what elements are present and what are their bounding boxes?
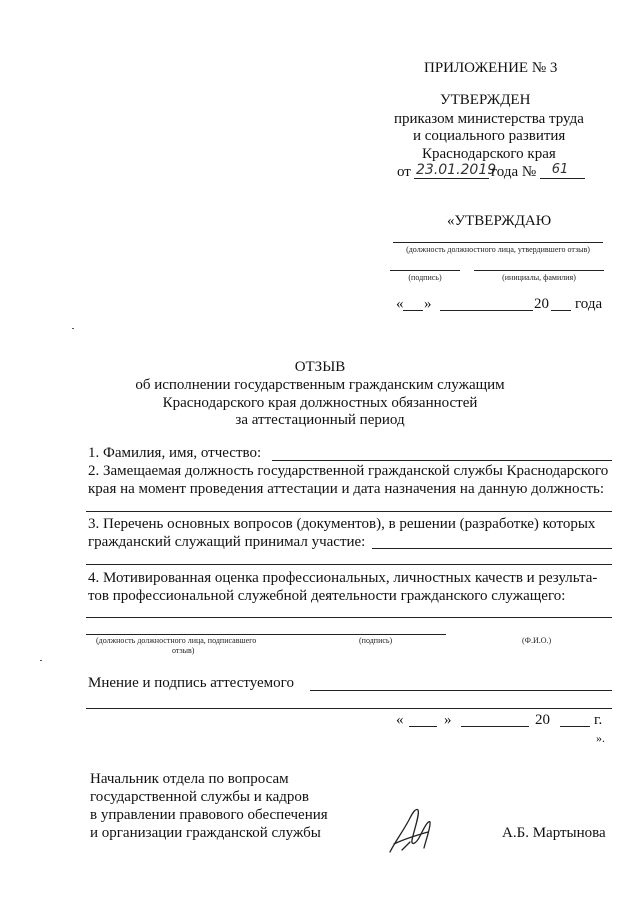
appendix-label: ПРИЛОЖЕНИЕ № 3: [424, 60, 558, 76]
approver-signature-caption: (подпись): [408, 273, 442, 282]
approve-title: «УТВЕРЖДАЮ: [447, 213, 552, 229]
approved-line-3: Краснодарского края: [422, 146, 556, 162]
order-date-line: [414, 178, 489, 179]
title-line-1: об исполнении государственным гражданским служащим: [135, 377, 505, 393]
approver-position-caption: (должность должностного лица, утвердившего отзыв): [406, 245, 590, 254]
approve-year-suffix: года: [575, 296, 603, 312]
opinion-day-line: [409, 726, 437, 727]
item-3-line-1: 3. Перечень основных вопросов (документов), в решении (разработке) которых: [88, 516, 596, 532]
approved-label: УТВЕРЖДЕН: [440, 92, 531, 108]
handwritten-signature: [380, 800, 440, 860]
order-number-handwritten: 61: [551, 162, 569, 177]
approved-line-1: приказом министерства труда: [394, 111, 584, 127]
item-3-fill-line: [372, 548, 612, 549]
item-3-line-2: гражданский служащий принимал участие:: [88, 534, 366, 550]
item-3-extra-line: [86, 564, 612, 565]
opinion-year-line: [560, 726, 590, 727]
title-line-2: Краснодарского края должностных обязанностей: [162, 395, 478, 411]
approver-position-line: [393, 242, 603, 243]
scan-speck: [72, 328, 74, 329]
opinion-trailing: ».: [596, 731, 605, 745]
title-line-3: за аттестационный период: [235, 412, 405, 428]
document-title: ОТЗЫВ: [294, 359, 346, 375]
footer-signer-name: А.Б. Мартынова: [502, 825, 606, 841]
item-4-line-2: тов профессиональной служебной деятельности гражданского служащего:: [88, 588, 566, 604]
approve-month-line: [440, 310, 533, 311]
footer-line-4: и организации гражданской службы: [90, 825, 321, 841]
year-number-label: года №: [491, 164, 537, 180]
opinion-date-open-quote: «: [396, 712, 404, 728]
opinion-month-line: [461, 726, 529, 727]
signer-line: [86, 634, 446, 635]
approver-signature-line: [390, 270, 460, 271]
item-4-line-1: 4. Мотивированная оценка профессиональных, личностных качеств и результа-: [88, 570, 598, 586]
signer-position-caption: (должность должностного лица, подписавшего: [96, 636, 257, 645]
approve-year-line: [551, 310, 571, 311]
approve-date-close-quote: »: [424, 296, 432, 312]
approved-line-2: и социального развития: [413, 128, 566, 144]
approve-day-line: [403, 310, 423, 311]
opinion-year-suffix: г.: [594, 712, 603, 728]
opinion-fill-line: [310, 690, 612, 691]
opinion-extra-line: [86, 708, 612, 709]
opinion-year-prefix: 20: [535, 712, 550, 728]
signer-position-caption-2: отзыв): [172, 646, 195, 655]
opinion-date-close-quote: »: [444, 712, 452, 728]
approve-year-prefix: 20: [534, 296, 549, 312]
item-1-label: 1. Фамилия, имя, отчество:: [88, 445, 262, 461]
item-1-fill-line: [272, 460, 612, 461]
item-2-line-1: 2. Замещаемая должность государственной гражданской службы Краснодарского: [88, 463, 609, 479]
order-number-line: [540, 178, 585, 179]
order-date-handwritten: 23.01.2019: [416, 162, 497, 178]
date-prefix: от: [397, 164, 411, 180]
footer-line-2: государственной службы и кадров: [90, 789, 309, 805]
signer-fio-caption: (Ф.И.О.): [522, 636, 552, 645]
signer-signature-caption: (подпись): [359, 636, 393, 645]
item-2-line-2: края на момент проведения аттестации и дата назначения на данную должность:: [88, 481, 605, 497]
approve-date-open-quote: «: [396, 296, 404, 312]
opinion-label: Мнение и подпись аттестуемого: [88, 675, 294, 691]
footer-line-1: Начальник отдела по вопросам: [90, 771, 289, 787]
item-4-fill-line: [86, 617, 612, 618]
approver-initials-line: [474, 270, 604, 271]
scan-speck: [40, 660, 42, 661]
footer-line-3: в управлении правового обеспечения: [90, 807, 328, 823]
item-2-fill-line: [86, 511, 612, 512]
approver-initials-caption: (инициалы, фамилия): [502, 273, 576, 282]
